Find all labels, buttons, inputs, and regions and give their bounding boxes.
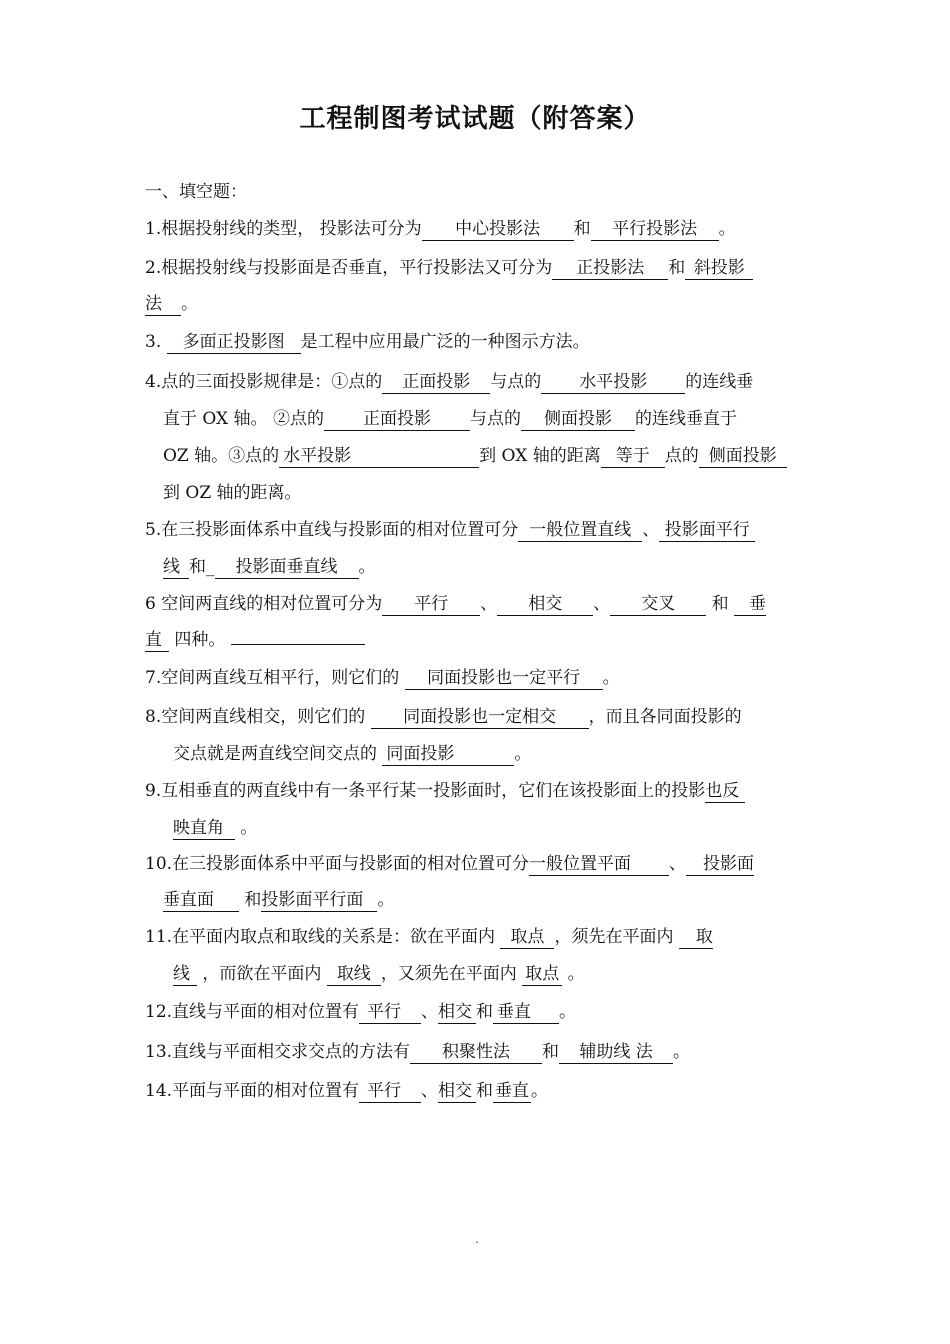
q1-answer-1: 中心投影法 bbox=[422, 218, 574, 241]
q5-answer-2-cont: 线 bbox=[163, 556, 189, 579]
question-9 bbox=[145, 779, 745, 803]
question-9-cont bbox=[173, 816, 257, 840]
q1-text: 。 bbox=[718, 219, 736, 239]
q11-text: 。 bbox=[567, 964, 585, 984]
q8-text: 。 bbox=[514, 744, 532, 764]
q8-text: ，而且各同面投影的 bbox=[588, 707, 742, 727]
q4-text: 与点的 bbox=[490, 372, 542, 392]
q12-text: 、 bbox=[421, 1002, 439, 1022]
q10-answer-2-cont: 垂直面 bbox=[163, 889, 239, 912]
question-11-cont bbox=[173, 962, 585, 986]
q10-answer-3: 投影面平行面 bbox=[261, 889, 377, 912]
q11-answer-4: 取点 bbox=[522, 963, 562, 986]
q1-answer-2: 平行投影法 bbox=[591, 218, 719, 241]
question-13 bbox=[145, 1040, 690, 1064]
q12-text: 和 bbox=[476, 1002, 494, 1022]
q4-text: OZ 轴。③点的 bbox=[163, 446, 280, 466]
q5-answer-1: 一般位置直线 bbox=[518, 519, 642, 542]
question-4 bbox=[145, 370, 753, 394]
q11-text: ，又须先在平面内 bbox=[380, 964, 517, 984]
q10-text: 。 bbox=[377, 890, 395, 910]
q6-answer-4: 垂 bbox=[734, 593, 766, 616]
q8-text: 8.空间两直线相交，则它们的 bbox=[145, 707, 366, 727]
q12-answer-3: 垂直 bbox=[493, 1001, 559, 1024]
q6-blank bbox=[231, 644, 365, 645]
q4-text: 点的 bbox=[664, 446, 699, 466]
q6-text: 、 bbox=[593, 594, 611, 614]
page-title: 工程制图考试试题（附答案） bbox=[299, 104, 651, 134]
q14-text: 、 bbox=[421, 1081, 439, 1101]
question-4-line2 bbox=[163, 407, 737, 431]
q8-answer-2: 同面投影 bbox=[382, 743, 514, 766]
question-5-cont bbox=[163, 555, 376, 579]
q5-text: 。 bbox=[358, 557, 376, 577]
q5-answer-3: 投影面垂直线 bbox=[215, 556, 359, 579]
question-1 bbox=[145, 217, 736, 241]
question-3 bbox=[145, 330, 590, 354]
q13-text: 。 bbox=[673, 1042, 691, 1062]
q4-text: 到 OX 轴的距离 bbox=[479, 446, 601, 466]
q9-text: 。 bbox=[240, 818, 258, 838]
q10-text: 、 bbox=[669, 854, 687, 874]
footer-mark: . bbox=[475, 1232, 479, 1246]
question-6-cont bbox=[145, 628, 365, 652]
q4-answer-3: 正面投影 bbox=[324, 408, 470, 431]
q4-text: 的连线垂 bbox=[685, 372, 754, 392]
q12-answer-1: 平行 bbox=[359, 1001, 421, 1024]
q11-answer-2: 取 bbox=[679, 926, 713, 949]
q2-answer-2: 斜投影 bbox=[685, 257, 753, 280]
q10-answer-1: 一般位置平面 bbox=[529, 853, 669, 876]
q14-text: 14.平面与平面的相对位置有 bbox=[145, 1081, 360, 1101]
q8-text: 交点就是两直线空间交点的 bbox=[173, 744, 377, 764]
q4-text: 4.点的三面投影规律是：①点的 bbox=[145, 372, 383, 392]
q12-text: 。 bbox=[559, 1002, 577, 1022]
q10-text: 和 bbox=[244, 890, 262, 910]
q4-answer-6: 等于 bbox=[601, 445, 665, 468]
question-6 bbox=[145, 592, 766, 616]
question-8 bbox=[145, 705, 742, 729]
question-2 bbox=[145, 256, 753, 280]
question-7 bbox=[145, 666, 620, 690]
q2-answer-2-cont: 法 bbox=[145, 293, 181, 316]
q2-text: 。 bbox=[181, 294, 198, 314]
q11-answer-2-cont: 线 bbox=[173, 963, 197, 986]
q14-answer-2: 相交 bbox=[438, 1080, 476, 1103]
q1-text: 和 bbox=[573, 219, 591, 239]
q4-answer-4: 侧面投影 bbox=[521, 408, 635, 431]
question-10 bbox=[145, 852, 754, 876]
q11-answer-3: 取线 bbox=[327, 963, 381, 986]
question-12 bbox=[145, 1000, 576, 1024]
q6-answer-4-cont: 直 bbox=[145, 629, 169, 652]
q4-answer-7: 侧面投影 bbox=[699, 445, 787, 468]
section-heading: 一、填空题： bbox=[145, 182, 247, 202]
q13-text: 13.直线与平面相交求交点的方法有 bbox=[145, 1042, 411, 1062]
q8-answer-1: 同面投影也一定相交 bbox=[371, 706, 589, 729]
question-2-cont bbox=[145, 292, 198, 316]
q5-text: 和_ bbox=[189, 557, 215, 577]
q6-answer-3: 交叉 bbox=[610, 593, 706, 616]
q14-answer-3: 垂直 bbox=[495, 1081, 530, 1101]
q4-answer-5: 水平投影 bbox=[279, 445, 479, 468]
q2-text: 2.根据投射线与投影面是否垂直，平行投影法又可分为 bbox=[145, 258, 553, 278]
q9-answer-1: 也反 bbox=[705, 780, 745, 803]
q5-answer-2: 投影面平行 bbox=[659, 519, 755, 542]
q14-text: 。 bbox=[531, 1081, 549, 1101]
q1-text: 1.根据投射线的类型， 投影法可分为 bbox=[145, 219, 422, 239]
question-10-cont bbox=[163, 888, 394, 912]
q6-answer-2: 相交 bbox=[497, 593, 593, 616]
q2-answer-1: 正投影法 bbox=[552, 257, 668, 280]
q11-text: ，而欲在平面内 bbox=[202, 964, 322, 984]
q11-text: ，须先在平面内 bbox=[554, 927, 674, 947]
q7-text: 。 bbox=[602, 668, 620, 688]
q6-answer-1: 平行 bbox=[382, 593, 480, 616]
q6-text: 、 bbox=[480, 594, 498, 614]
question-4-line4: 到 OZ 轴的距离。 bbox=[163, 483, 302, 503]
q7-answer-1: 同面投影也一定平行 bbox=[405, 667, 603, 690]
q7-text: 7.空间两直线互相平行，则它们的 bbox=[145, 668, 400, 688]
question-4-line3 bbox=[163, 444, 787, 468]
q14-answer-1: 平行 bbox=[359, 1080, 421, 1103]
q5-text: 5.在三投影面体系中直线与投影面的相对位置可分 bbox=[145, 520, 519, 540]
q5-text: 、 bbox=[642, 520, 660, 540]
q4-text: 直于 OX 轴。 ②点的 bbox=[163, 409, 324, 429]
q6-text: 四种。 bbox=[174, 630, 226, 650]
q4-text: 与点的 bbox=[469, 409, 521, 429]
q9-text: 9.互相垂直的两直线中有一条平行某一投影面时，它们在该投影面上的投影 bbox=[145, 781, 706, 801]
question-14 bbox=[145, 1079, 548, 1103]
question-5 bbox=[145, 518, 755, 542]
q9-answer-1-cont: 映直角 bbox=[173, 817, 235, 840]
question-11 bbox=[145, 925, 713, 949]
q2-text: 和 bbox=[668, 258, 686, 278]
q13-text: 和 bbox=[542, 1042, 560, 1062]
question-8-cont bbox=[173, 742, 531, 766]
q4-text: 的连线垂直于 bbox=[634, 409, 737, 429]
q4-answer-2: 水平投影 bbox=[541, 371, 685, 394]
q13-answer-1: 积聚性法 bbox=[410, 1041, 542, 1064]
q6-text: 和 bbox=[711, 594, 729, 614]
q11-text: 11.在平面内取点和取线的关系是：欲在平面内 bbox=[145, 927, 496, 947]
q3-answer-1: 多面正投影图 bbox=[167, 331, 301, 354]
q6-text: 6 空间两直线的相对位置可分为 bbox=[145, 594, 383, 614]
q12-answer-2: 相交 bbox=[438, 1001, 476, 1024]
q4-answer-1: 正面投影 bbox=[382, 371, 490, 394]
q10-text: 10.在三投影面体系中平面与投影面的相对位置可分 bbox=[145, 854, 530, 874]
q10-answer-2: 投影面 bbox=[686, 853, 754, 876]
q13-answer-2: 辅助线 法 bbox=[559, 1041, 673, 1064]
q14-text: 和 bbox=[476, 1081, 494, 1101]
q12-text: 12.直线与平面的相对位置有 bbox=[145, 1002, 360, 1022]
q11-answer-1: 取点 bbox=[500, 926, 554, 949]
q3-text: 3. bbox=[145, 332, 162, 352]
q3-text: 是工程中应用最广泛的一种图示方法。 bbox=[300, 332, 590, 352]
